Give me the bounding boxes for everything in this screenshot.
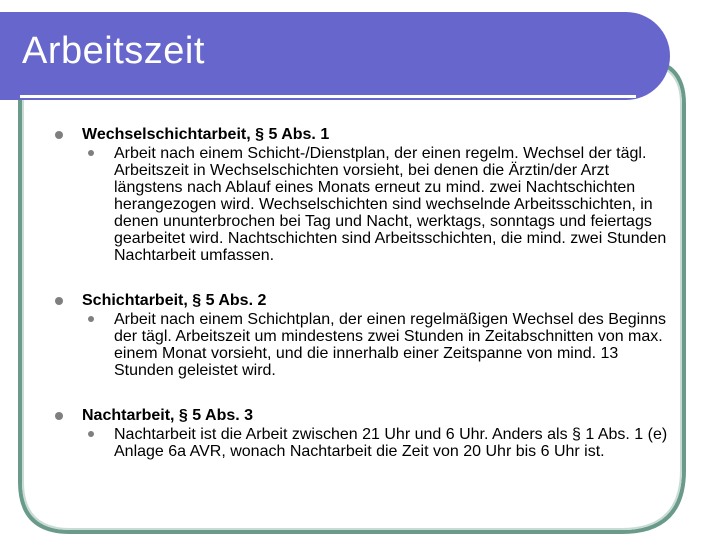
section-text: Arbeit nach einem Schicht-/Dienstplan, der einen regelm. Wechsel der tägl. Arbeitszeit in Wechselschichten vorsieht, bei denen die Ärztin/der Arzt längstens nach Ablauf eines Monats erneut zu mind. zwei Nachtschichten herangezogen wird. Wechselschichten sind wechselnde Arbeitsschichten, in denen ununterbrochen bei Tag und Nacht, werktags, sonntags und feiertags gearbeitet wird. Nachtschichten sind Arbeitsschichten, die mind. zwei Stunden Nachtarbeit umfassen. bbox=[52, 145, 672, 264]
section-text: Arbeit nach einem Schichtplan, der einen regelmäßigen Wechsel des Beginns der tägl. Arbeitszeit um mindestens zwei Stunden in Zeitabschnitten von max. einem Monat vorsieht, und die innerhalb einer Zeitspanne von mind. 13 Stunden geleistet wird. bbox=[52, 311, 672, 379]
title-underline bbox=[20, 95, 636, 98]
bullet-icon bbox=[55, 412, 63, 420]
bullet-list bbox=[52, 126, 672, 460]
bullet-icon bbox=[55, 131, 63, 139]
section-heading: Wechselschichtarbeit, § 5 Abs. 1 bbox=[52, 126, 672, 144]
sub-bullet-icon bbox=[88, 150, 94, 156]
sub-bullet-icon bbox=[88, 431, 94, 437]
section-heading: Nachtarbeit, § 5 Abs. 3 bbox=[52, 407, 672, 425]
slide-title: Arbeitszeit bbox=[22, 30, 205, 72]
section-heading: Schichtarbeit, § 5 Abs. 2 bbox=[52, 292, 672, 310]
sub-bullet-icon bbox=[88, 316, 94, 322]
section-text: Nachtarbeit ist die Arbeit zwischen 21 Uhr und 6 Uhr. Anders als § 1 Abs. 1 (e) Anlage 6a AVR, wonach Nachtarbeit die Zeit von 20 Uhr bis 6 Uhr ist. bbox=[52, 426, 672, 460]
bullet-icon bbox=[55, 297, 63, 305]
